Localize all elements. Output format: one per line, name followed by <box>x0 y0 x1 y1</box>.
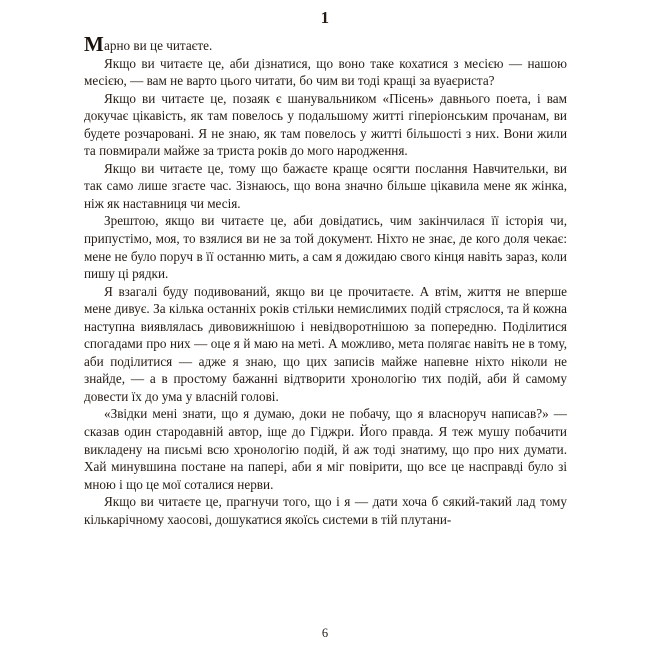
drop-cap: M <box>84 32 105 56</box>
paragraph-8: Якщо ви читаєте це, прагнучи того, що і я — дати хоча б сякий-такий лад тому кількарічному хаосові, дошукатися якоїсь системи в тій плутани- <box>84 494 567 527</box>
paragraph-1-text: арно ви це читаєте. <box>104 38 213 53</box>
paragraph-3: Якщо ви читаєте це, позаяк є шанувальником «Пісень» давнього поета, і вам докучає цікавість, як там повелось у подальшому житті гіперіонським прочанам, ви будете розчаровані. Я не знаю, як там повелось у житті більшості з них. Вони жили та повмирали майже за триста років до мого народження. <box>84 90 567 159</box>
paragraph-6: Я взагалі буду подивований, якщо ви це прочитаєте. А втім, життя не вперше мене дивує. За кілька останніх років стільки немислимих подій стряслося, та й кожна наступна виявлялась дивовижнішою і невідворотнішою за попередню. Поділитися спогадами про них — оце я й маю на меті. А можливо, мета полягає навіть не в тому, аби поділитися — адже я знаю, що цих записів майже напевне ніхто ніколи не знайде, — а в простому бажанні відтворити хронологію тих подій, аби й самому довести їх до ума у власній голові. <box>84 283 567 404</box>
paragraph-2: Якщо ви читаєте це, аби дізнатися, що воно таке кохатися з месією — нашою месією, — вам не варто цього читати, бо чим ви тоді кращі за вуаєриста? <box>84 55 567 89</box>
page-number: 6 <box>321 626 329 640</box>
body-text <box>84 32 567 528</box>
paragraph-5: Зрештою, якщо ви читаєте це, аби довідатись, чим закінчилася її історія чи, припустімо, моя, то взялися ви не за той документ. Ніхто не знає, де кого доля чекає: мене не було поруч в її останню мить, а сам я дожидаю свого кінця навіть зараз, коли пишу ці рядки. <box>84 213 567 282</box>
paragraph-1 <box>84 32 567 56</box>
chapter-number: 1 <box>320 8 330 27</box>
paragraph-4: Якщо ви читаєте це, тому що бажаєте краще осягти послання Навчительки, ви так само лише згаєте час. Зізнаюсь, що вона значно більше цікавила мене як жінка, ніж як наставниця чи месія. <box>84 160 567 211</box>
paragraph-7: «Звідки мені знати, що я думаю, доки не побачу, що я власноруч написав?» — сказав один стародавній автор, іще до Гіджри. Його правда. Я теж мушу побачити викладену на письмі всю хронологію подій, й аж тоді знатиму, що про них думати. Хай минувшина постане на папері, аби я міг повірити, що все це насправді було зі мною і що це мої соталися нерви. <box>84 406 567 492</box>
